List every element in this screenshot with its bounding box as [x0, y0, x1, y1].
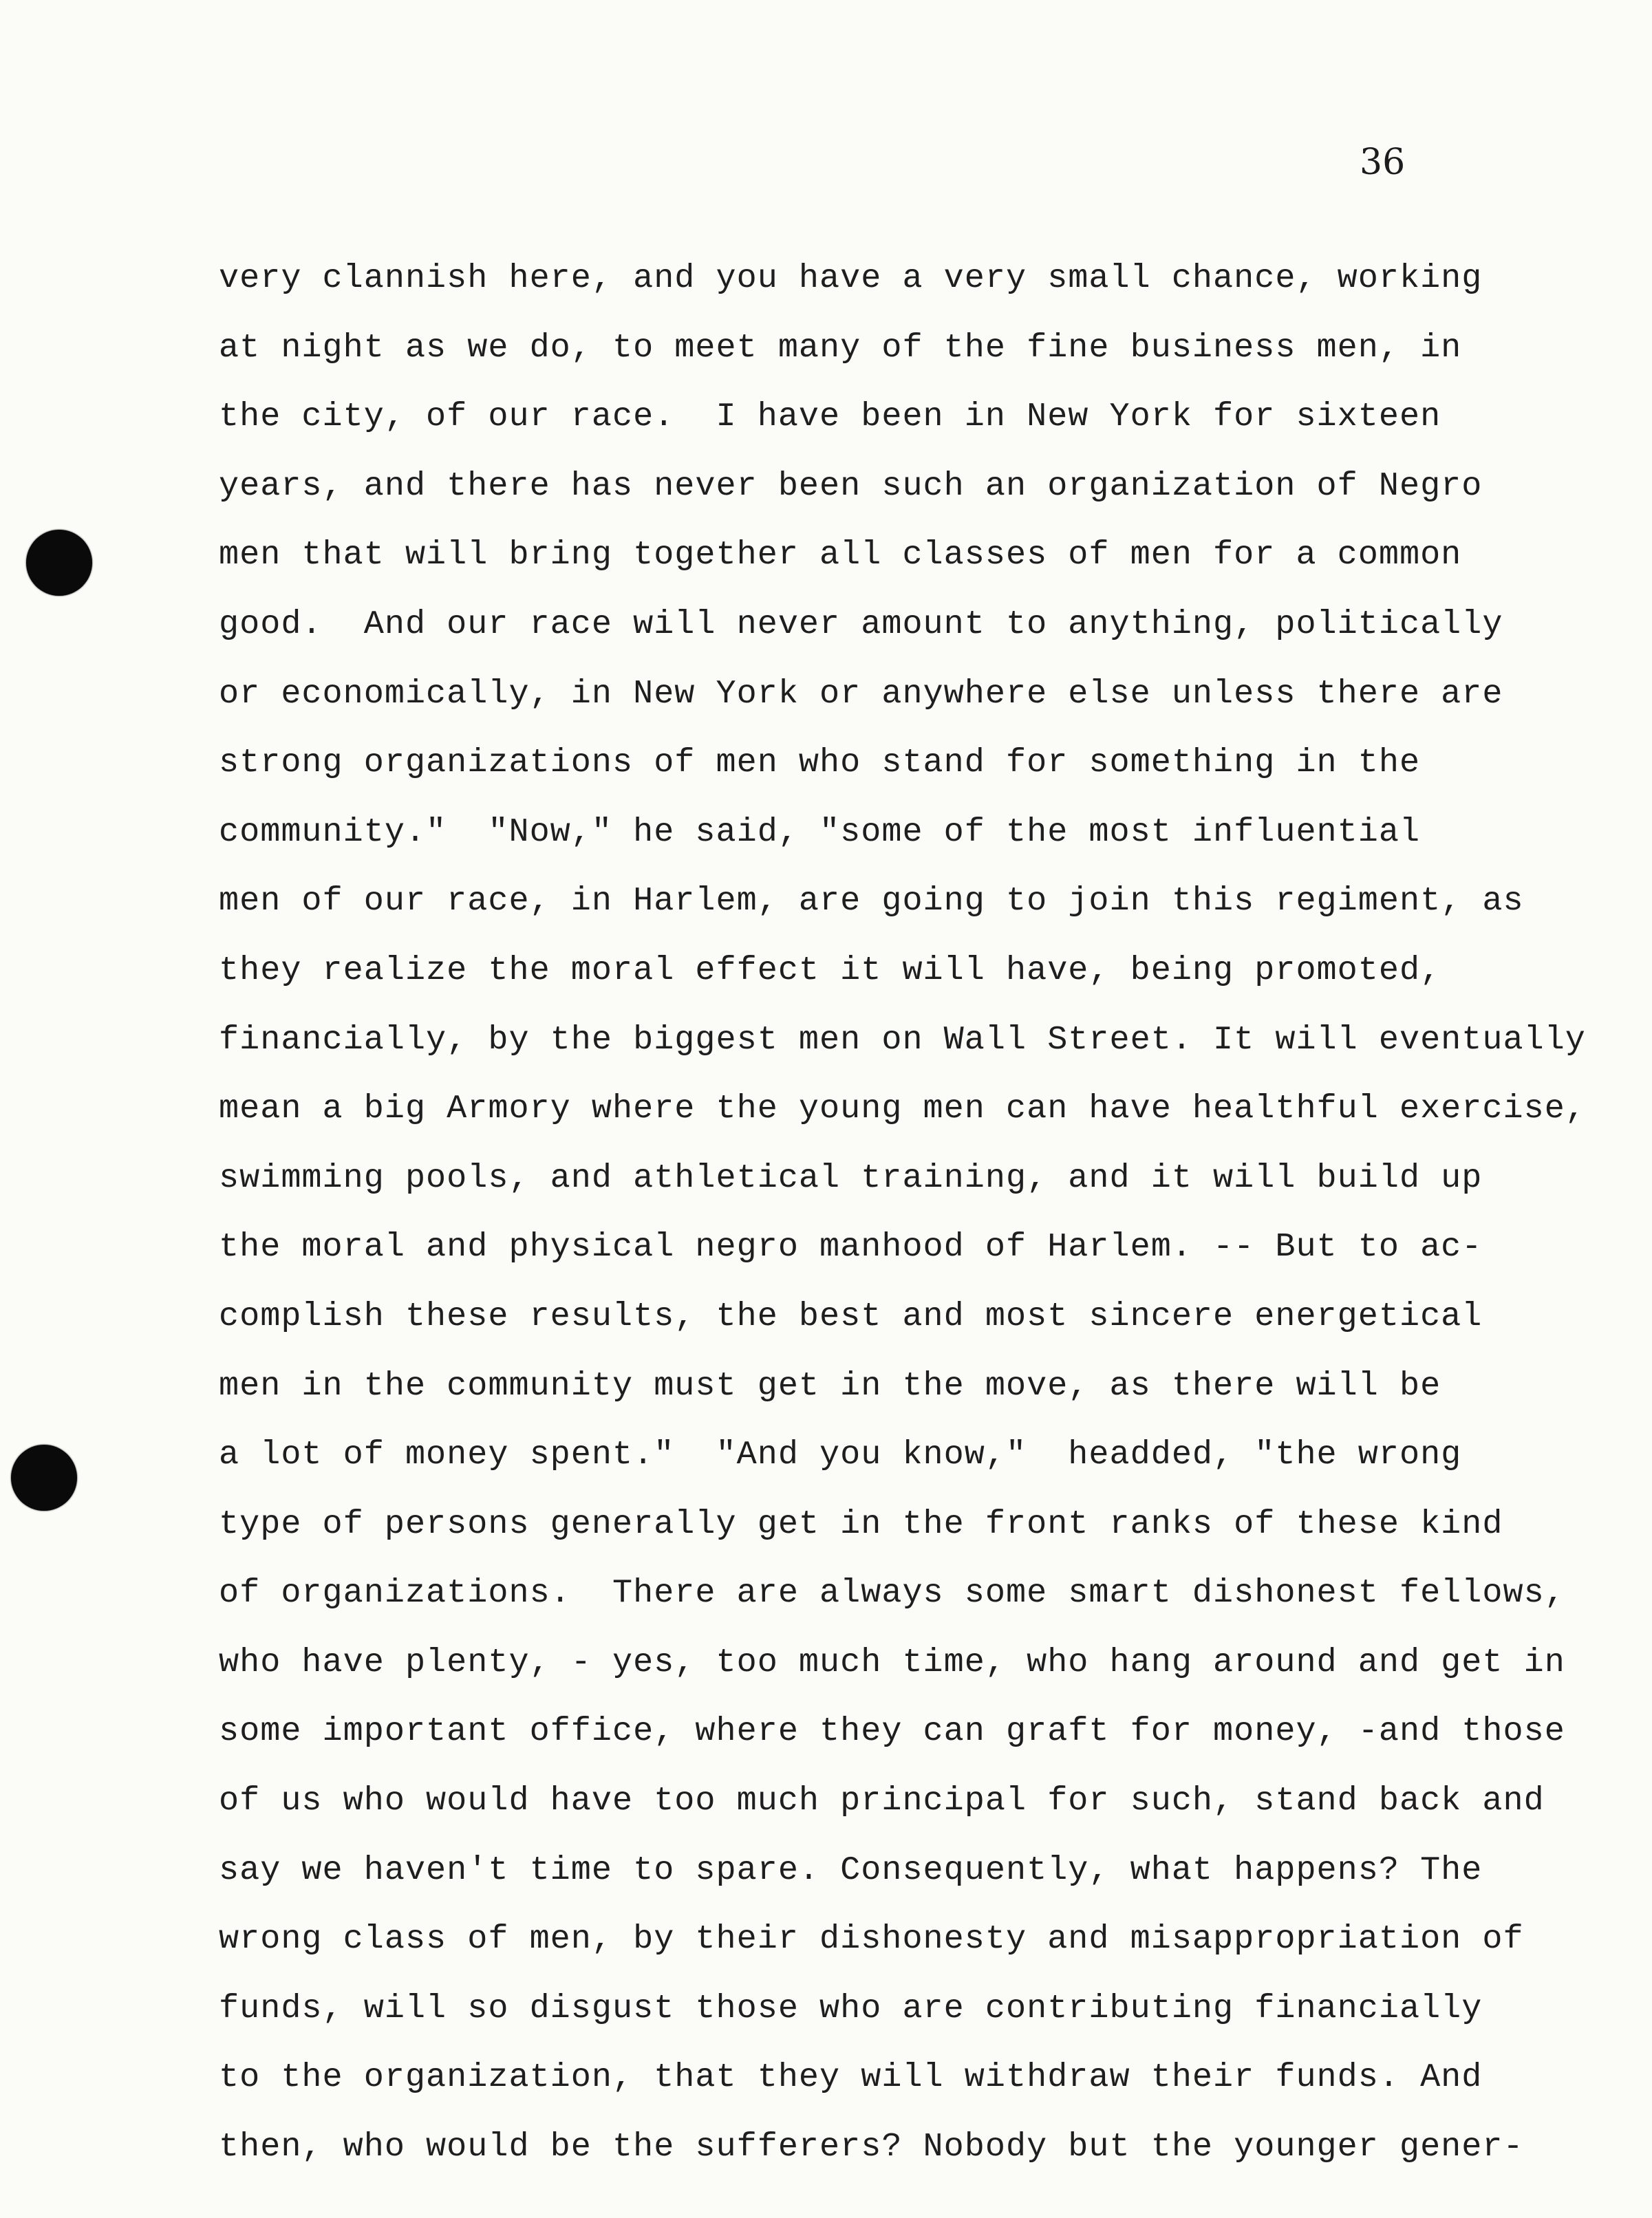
text-line: a lot of money spent." "And you know," headded, "the wrong: [219, 1436, 1462, 1474]
text-line: strong organizations of men who stand for something in the: [219, 744, 1421, 782]
text-line: at night as we do, to meet many of the fine business men, in: [219, 328, 1462, 367]
text-line: of organizations. There are always some smart dishonest fellows,: [219, 1574, 1565, 1613]
page-number: 36: [1360, 142, 1406, 183]
text-line: funds, will so disgust those who are contributing financially: [219, 1989, 1483, 2027]
text-line: men in the community must get in the move, as there will be: [219, 1366, 1441, 1405]
text-line: type of persons generally get in the front ranks of these kind: [219, 1505, 1503, 1543]
punch-hole-bottom: [11, 1445, 77, 1511]
text-line: who have plenty, - yes, too much time, who hang around and get in: [219, 1643, 1565, 1681]
text-line: men that will bring together all classes of men for a common: [219, 536, 1462, 574]
text-line: good. And our race will never amount to anything, politically: [219, 605, 1503, 643]
text-line: wrong class of men, by their dishonesty and misappropriation of: [219, 1920, 1524, 1959]
text-line: say we haven't time to spare. Consequently, what happens? The: [219, 1851, 1483, 1889]
text-line: very clannish here, and you have a very small chance, working: [219, 259, 1483, 297]
text-line: complish these results, the best and most sincere energetical: [219, 1297, 1483, 1335]
text-line: to the organization, that they will withdraw their funds. And: [219, 2058, 1483, 2097]
typed-text-body: [219, 244, 1622, 2182]
text-line: some important office, where they can graft for money, -and those: [219, 1712, 1565, 1751]
text-line: or economically, in New York or anywhere else unless there are: [219, 674, 1503, 713]
text-line: community." "Now," he said, "some of the most influential: [219, 812, 1421, 851]
text-line: swimming pools, and athletical training, and it will build up: [219, 1159, 1483, 1197]
text-line: years, and there has never been such an organization of Negro: [219, 466, 1483, 505]
text-line: mean a big Armory where the young men can have healthful exercise,: [219, 1090, 1586, 1128]
text-line: financially, by the biggest men on Wall Street. It will eventually: [219, 1020, 1586, 1059]
punch-hole-top: [26, 530, 92, 596]
text-line: the moral and physical negro manhood of Harlem. -- But to ac-: [219, 1228, 1483, 1267]
text-line: men of our race, in Harlem, are going to join this regiment, as: [219, 882, 1524, 920]
text-line: of us who would have too much principal for such, stand back and: [219, 1782, 1545, 1820]
text-line: then, who would be the sufferers? Nobody but the younger gener-: [219, 2128, 1524, 2166]
text-line: the city, of our race. I have been in New York for sixteen: [219, 398, 1441, 436]
text-line: they realize the moral effect it will have, being promoted,: [219, 951, 1441, 989]
